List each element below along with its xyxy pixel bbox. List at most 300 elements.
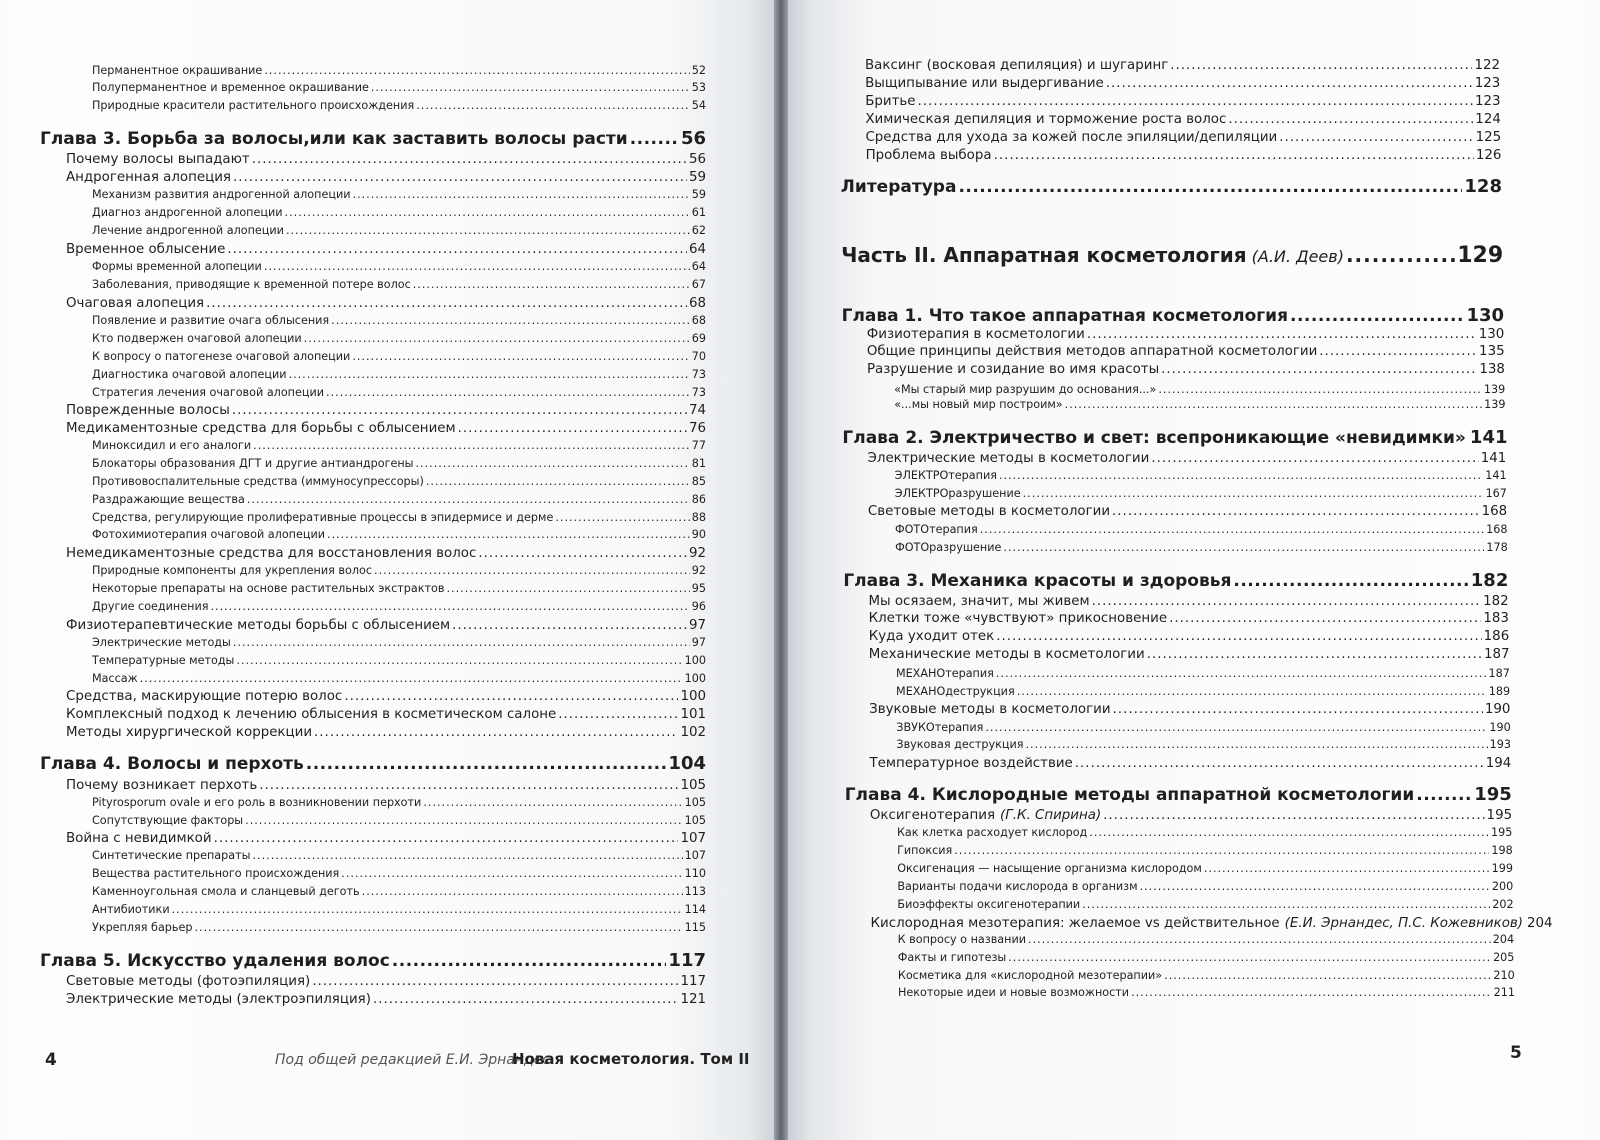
toc-entry — [898, 986, 1515, 999]
toc-page-number: 92 — [691, 564, 706, 577]
toc-entry-title: Раздражающие вещества — [92, 493, 245, 506]
toc-page-number: 115 — [684, 921, 706, 934]
toc-entry-title: Временное облысение — [66, 242, 226, 257]
toc-entry — [66, 546, 706, 561]
toc-entry-title: Фотохимиотерапия очаговой алопеции — [92, 528, 326, 541]
toc-page-number: 86 — [691, 493, 706, 506]
toc-leader-dots — [985, 721, 1487, 734]
toc-entry-title: Формы временной алопеции — [92, 260, 262, 273]
toc-page-number: 195 — [1474, 784, 1512, 805]
toc-entry — [897, 898, 1513, 911]
toc-entry — [92, 867, 706, 880]
toc-entry-title: Лечение андрогенной алопеции — [92, 224, 284, 237]
toc-leader-dots — [206, 296, 687, 311]
toc-leader-dots — [327, 528, 690, 541]
toc-entry — [868, 504, 1507, 519]
left-page-number: 4 — [45, 1050, 57, 1070]
toc-leader-dots — [374, 564, 690, 577]
toc-entry-title: Электрические методы — [92, 636, 231, 649]
toc-entry-title: Оксигенация — насыщение организма кислородом — [897, 862, 1202, 875]
toc-leader-dots — [1008, 951, 1491, 964]
toc-entry-title: ЭЛЕКТРОразрушение — [894, 487, 1021, 500]
toc-leader-dots — [1147, 647, 1482, 662]
toc-entry-title: Почему волосы выпадают — [66, 152, 250, 167]
toc-entry — [66, 170, 706, 185]
toc-entry-title: Глава 1. Что такое аппаратная косметология — [841, 306, 1288, 326]
toc-page-number: 190 — [1489, 721, 1511, 734]
toc-page-number: 122 — [1474, 58, 1500, 73]
toc-entry — [868, 594, 1508, 609]
toc-entry — [92, 493, 706, 506]
toc-page-number: 167 — [1485, 487, 1507, 500]
toc-leader-dots — [416, 99, 690, 112]
toc-leader-dots — [252, 849, 682, 862]
toc-page-number: 100 — [680, 689, 706, 704]
toc-page-number: 67 — [691, 278, 706, 291]
toc-entry — [92, 81, 706, 94]
toc-leader-dots — [306, 754, 667, 774]
toc-entry-title: Звуковые методы в косметологии — [869, 702, 1111, 717]
toc-leader-dots — [446, 582, 689, 595]
toc-leader-dots — [232, 403, 687, 418]
toc-page-number: 105 — [684, 796, 706, 809]
toc-entry-title: Световые методы в косметологии — [867, 504, 1111, 519]
toc-entry-title: Факты и гипотезы — [897, 951, 1007, 964]
toc-leader-dots — [259, 778, 678, 793]
toc-entry-title: Блокаторы образования ДГТ и другие антиандрогены — [92, 457, 414, 470]
toc-entry-title: Кто подвержен очаговой алопеции — [92, 332, 302, 345]
toc-entry-title: Перманентное окрашивание — [92, 64, 263, 77]
toc-entry-title: Каменноугольная смола и сланцевый деготь — [92, 885, 360, 898]
book-gutter — [774, 0, 788, 1140]
toc-entry-title: Электрические методы (электроэпиляция) — [66, 992, 371, 1007]
toc-page-number: 128 — [1464, 176, 1502, 197]
toc-leader-dots — [314, 725, 678, 740]
toc-page-number: 114 — [684, 903, 706, 916]
toc-entry — [865, 94, 1500, 109]
toc-page-number: 68 — [691, 314, 706, 327]
toc-entry — [866, 148, 1502, 163]
toc-leader-dots — [423, 796, 682, 809]
toc-entry — [66, 778, 706, 793]
toc-entry — [92, 475, 706, 488]
toc-entry-title: Pityrosporum ovale и его роль в возникновении перхоти — [92, 796, 422, 809]
toc-entry — [66, 403, 706, 418]
toc-page-number: 182 — [1483, 594, 1509, 609]
toc-entry-title: Биоэффекты оксигенотерапии — [897, 898, 1081, 911]
toc-entry — [92, 528, 706, 541]
toc-page-number: 130 — [1478, 327, 1505, 342]
footer-book-title: Новая косметология. Том II — [512, 1050, 750, 1068]
toc-entry — [870, 916, 1553, 931]
toc-page-number: 126 — [1475, 148, 1502, 163]
toc-entry — [92, 885, 706, 898]
toc-entry — [865, 130, 1501, 145]
toc-entry-title: Природные компоненты для укрепления волос — [92, 564, 373, 577]
toc-entry — [92, 332, 706, 345]
toc-leader-dots — [289, 368, 690, 381]
toc-entry-title: Противовоспалительные средства (иммуносупрессоры) — [92, 475, 424, 488]
toc-leader-dots — [362, 885, 683, 898]
toc-entry-title: Глава 4. Волосы и перхоть — [40, 754, 304, 774]
toc-entry — [92, 903, 706, 916]
toc-page-number: 88 — [691, 511, 706, 524]
toc-leader-dots — [478, 546, 687, 561]
toc-page-number: 113 — [684, 885, 706, 898]
toc-entry-title: Диагноз андрогенной алопеции — [92, 206, 283, 219]
toc-chapter-entry — [40, 950, 706, 971]
toc-leader-dots — [371, 81, 690, 94]
toc-page-number: 123 — [1475, 94, 1501, 109]
toc-entry — [92, 224, 706, 237]
toc-entry — [66, 707, 706, 722]
toc-page-number: 107 — [684, 849, 706, 862]
toc-page-number: 64 — [691, 260, 706, 273]
toc-page-number: 117 — [680, 974, 706, 989]
toc-leader-dots — [1065, 398, 1482, 411]
toc-entry-title: Температурное воздействие — [869, 756, 1073, 771]
toc-entry-title: Средства для ухода за кожей после эпиляции/депиляции — [865, 130, 1278, 145]
toc-entry — [66, 618, 706, 633]
toc-page-number: 96 — [691, 600, 706, 613]
toc-page-number: 202 — [1492, 898, 1514, 911]
toc-entry-title: Немедикаментозные средства для восстановления волос — [66, 546, 477, 561]
toc-entry — [66, 725, 706, 740]
toc-page-number: 59 — [688, 170, 706, 185]
toc-entry-title: Мы осязаем, значит, мы живем — [868, 594, 1090, 609]
toc-page-number: 70 — [691, 350, 706, 363]
toc-leader-dots — [452, 618, 687, 633]
toc-entry-author: (Г.К. Спирина) — [1000, 808, 1102, 823]
toc-leader-dots — [236, 654, 682, 667]
toc-entry — [865, 112, 1501, 127]
footer-editor: Под общей редакцией Е.И. Эрнандес — [275, 1052, 550, 1068]
toc-leader-dots — [1204, 862, 1490, 875]
toc-leader-dots — [1112, 504, 1480, 519]
toc-entry-title: Другие соединения — [92, 600, 209, 613]
toc-leader-dots — [1075, 756, 1484, 771]
toc-entry-title: Природные красители растительного происхождения — [92, 99, 415, 112]
toc-entry-title: Средства, регулирующие пролиферативные процессы в эпидермисе и дерме — [92, 511, 554, 524]
toc-entry-title: К вопросу о патогенезе очаговой алопеции — [92, 350, 351, 363]
toc-page-number: 204 — [1492, 933, 1515, 946]
toc-entry-title: Стратегия лечения очаговой алопеции — [92, 386, 325, 399]
toc-page-number: 124 — [1475, 112, 1501, 127]
toc-entry — [896, 738, 1511, 751]
toc-entry-title: Варианты подачи кислорода в организм — [897, 880, 1138, 893]
toc-entry — [895, 523, 1508, 536]
toc-leader-dots — [994, 148, 1474, 163]
toc-leader-dots — [1158, 383, 1482, 396]
toc-entry-title: Некоторые препараты на основе растительных экстрактов — [92, 582, 445, 595]
toc-entry-title: МЕХАНОдеструкция — [896, 685, 1015, 698]
toc-leader-dots — [1140, 880, 1490, 893]
toc-entry-title: Война с невидимкой — [66, 831, 212, 846]
toc-entry — [66, 421, 706, 436]
toc-entry — [92, 636, 706, 649]
toc-entry-title: К вопросу о названии — [897, 933, 1027, 946]
toc-entry-title: Антибиотики — [92, 903, 170, 916]
toc-entry — [895, 469, 1507, 482]
toc-entry-title: МЕХАНОтерапия — [895, 667, 994, 680]
toc-entry-title: Часть II. Аппаратная косметология — [841, 243, 1247, 267]
toc-page-number: 69 — [691, 332, 706, 345]
toc-leader-dots — [1151, 451, 1478, 466]
toc-page-number: 211 — [1493, 986, 1515, 999]
toc-entry — [897, 826, 1512, 839]
toc-leader-dots — [1416, 785, 1472, 805]
toc-entry-title: Куда уходит отек — [868, 629, 995, 644]
toc-entry-title: Диагностика очаговой алопеции — [92, 368, 287, 381]
toc-entry-title: Проблема выбора — [865, 148, 992, 163]
toc-entry — [896, 721, 1510, 734]
toc-entry-title: Глава 3. Механика красоты и здоровья — [843, 571, 1232, 591]
toc-page-number: 64 — [688, 242, 706, 257]
toc-leader-dots — [210, 600, 689, 613]
toc-entry-title: ЗВУКОтерапия — [896, 721, 984, 734]
toc-entry — [92, 260, 706, 273]
toc-page-number: 135 — [1479, 344, 1505, 359]
toc-entry-title: Световые методы (фотоэпиляция) — [66, 974, 311, 989]
toc-page-number: 183 — [1483, 611, 1509, 626]
toc-page-number: 187 — [1488, 667, 1510, 680]
toc-leader-dots — [233, 170, 687, 185]
toc-entry — [870, 808, 1512, 823]
toc-leader-dots — [233, 636, 690, 649]
toc-entry — [92, 188, 706, 201]
toc-page-number: 123 — [1474, 76, 1501, 91]
toc-chapter-entry — [841, 243, 1503, 268]
right-page-number: 5 — [1510, 1043, 1522, 1063]
toc-page-number: 77 — [691, 439, 706, 452]
toc-entry-author: (Е.И. Эрнандес, П.С. Кожевников) — [1284, 916, 1524, 931]
toc-entry-title: Некоторые идеи и новые возможности — [898, 986, 1130, 999]
toc-page-number: 56 — [680, 128, 706, 149]
toc-leader-dots — [630, 129, 679, 149]
toc-entry-title: Полуперманентное и временное окрашивание — [92, 81, 369, 94]
toc-entry-title: «...мы новый мир построим» — [894, 398, 1063, 411]
toc-leader-dots — [253, 439, 690, 452]
toc-entry-title: Общие принципы действия методов аппаратной косметологии — [866, 344, 1318, 359]
toc-entry-title: Как клетка расходует кислород — [896, 826, 1088, 839]
toc-entry — [898, 951, 1515, 964]
toc-leader-dots — [304, 332, 690, 345]
toc-page-number: 97 — [691, 636, 706, 649]
toc-entry — [898, 933, 1514, 946]
toc-leader-dots — [558, 707, 678, 722]
toc-page-number: 61 — [691, 206, 706, 219]
toc-page-number: 141 — [1469, 427, 1508, 448]
toc-leader-dots — [341, 867, 682, 880]
toc-entry-title: Звуковая деструкция — [896, 738, 1024, 751]
toc-entry-title: Методы хирургической коррекции — [66, 725, 313, 740]
toc-page-number: 187 — [1483, 647, 1510, 662]
toc-chapter-entry — [845, 784, 1512, 805]
toc-entry-title: ФОТОразрушение — [895, 541, 1002, 554]
toc-entry — [869, 611, 1509, 626]
toc-chapter-entry — [843, 570, 1508, 591]
toc-page-number: 59 — [691, 188, 706, 201]
toc-page-number: 194 — [1485, 756, 1512, 771]
toc-entry — [867, 344, 1505, 359]
toc-entry — [92, 350, 706, 363]
toc-entry-title: Массаж — [92, 672, 138, 685]
toc-leader-dots — [1164, 969, 1491, 982]
toc-page-number: 54 — [691, 99, 706, 112]
toc-leader-dots — [172, 903, 683, 916]
toc-leader-dots — [214, 831, 679, 846]
toc-leader-dots — [1092, 594, 1482, 609]
toc-page-number: 62 — [691, 224, 706, 237]
toc-leader-dots — [980, 523, 1484, 536]
toc-page-number: 138 — [1479, 362, 1505, 377]
toc-entry — [92, 600, 706, 613]
toc-entry — [894, 398, 1505, 411]
toc-chapter-entry — [842, 305, 1504, 326]
toc-entry — [869, 647, 1510, 662]
toc-entry-title: Физиотерапия в косметологии — [866, 327, 1085, 342]
toc-leader-dots — [1026, 738, 1488, 751]
toc-leader-dots — [194, 921, 682, 934]
toc-entry-title: Глава 2. Электричество и свет: всепроникающие «невидимки» — [842, 428, 1466, 448]
toc-leader-dots — [344, 689, 678, 704]
toc-entry — [92, 64, 706, 77]
toc-page-number: 56 — [688, 152, 706, 167]
toc-page-number: 205 — [1493, 951, 1515, 964]
toc-entry — [897, 844, 1513, 857]
toc-entry-title: Химическая депиляция и торможение роста волос — [865, 112, 1227, 127]
toc-entry-title: Миноксидил и его аналоги — [92, 439, 252, 452]
toc-entry — [66, 831, 706, 846]
toc-page-number: 105 — [680, 778, 706, 793]
toc-entry — [895, 487, 1507, 500]
toc-entry — [92, 278, 706, 291]
toc-entry — [92, 457, 706, 470]
toc-page-number: 95 — [691, 582, 706, 595]
toc-entry-title: Появление и развитие очага облысения — [92, 314, 330, 327]
toc-entry-title: Комплексный подход к лечению облысения в косметическом салоне — [66, 707, 557, 722]
toc-entry-title: Глава 3. Борьба за волосы,или как заставить волосы расти — [40, 129, 628, 149]
toc-page-number: 90 — [691, 528, 706, 541]
toc-entry — [897, 862, 1513, 875]
toc-entry — [865, 58, 1500, 73]
toc-entry-title: Медикаментозные средства для борьбы с облысением — [66, 421, 456, 436]
toc-entry — [92, 368, 706, 381]
toc-entry-title: Вещества растительного происхождения — [92, 867, 340, 880]
toc-page-number: 85 — [691, 475, 706, 488]
toc-leader-dots — [1233, 571, 1468, 591]
toc-entry-title: Клетки тоже «чувствуют» прикосновение — [868, 611, 1168, 626]
toc-entry — [66, 689, 706, 704]
toc-leader-dots — [1028, 933, 1491, 946]
toc-entry-title: Физиотерапевтические методы борьбы с облысением — [66, 618, 451, 633]
toc-page-number: 189 — [1488, 685, 1511, 698]
toc-leader-dots — [1279, 130, 1473, 145]
toc-entry — [66, 242, 706, 257]
toc-entry-title: ЭЛЕКТРОтерапия — [894, 469, 997, 482]
toc-entry-title: Выщипывание или выдергивание — [865, 76, 1104, 91]
toc-entry-title: Гипоксия — [897, 844, 953, 857]
toc-page-number: 139 — [1484, 398, 1506, 411]
toc-leader-dots — [373, 992, 679, 1007]
toc-entry — [896, 685, 1510, 698]
toc-entry — [66, 992, 706, 1007]
toc-page-number: 100 — [684, 672, 706, 685]
toc-page-number: 76 — [688, 421, 706, 436]
toc-entry — [867, 362, 1505, 377]
toc-entry — [868, 451, 1507, 466]
toc-page-number: 129 — [1457, 243, 1504, 268]
toc-entry-title: Укрепляя барьер — [92, 921, 193, 934]
toc-entry-title: Кислородная мезотерапия: желаемое vs действительное — [870, 916, 1280, 931]
toc-page-number: 68 — [688, 296, 706, 311]
toc-page-number: 110 — [684, 867, 706, 880]
toc-entry-title: Андрогенная алопеция — [66, 170, 231, 185]
toc-leader-dots — [555, 511, 689, 524]
toc-entry — [897, 880, 1513, 893]
toc-entry-title: Оксигенотерапия — [869, 808, 996, 823]
toc-entry-title: Средства, маскирующие потерю волос — [66, 689, 343, 704]
toc-chapter-entry — [841, 176, 1502, 197]
toc-leader-dots — [247, 493, 690, 506]
toc-entry-title: Почему возникает перхоть — [66, 778, 258, 793]
toc-page-number: 74 — [688, 403, 706, 418]
toc-leader-dots — [426, 475, 690, 488]
toc-entry-title: Сопутствующие факторы — [92, 814, 244, 827]
toc-entry — [92, 921, 706, 934]
toc-entry — [92, 849, 706, 862]
toc-entry — [92, 99, 706, 112]
toc-leader-dots — [252, 152, 687, 167]
toc-leader-dots — [1017, 685, 1487, 698]
toc-page-number: 100 — [684, 654, 706, 667]
toc-page-number: 125 — [1475, 130, 1502, 145]
toc-page-number: 139 — [1483, 383, 1506, 396]
toc-page-number: 141 — [1480, 451, 1507, 466]
toc-leader-dots — [1228, 112, 1473, 127]
toc-entry-title: ФОТОтерапия — [895, 523, 978, 536]
toc-leader-dots — [140, 672, 683, 685]
toc-entry-title: Электрические методы в косметологии — [867, 451, 1150, 466]
toc-entry-title: «Мы старый мир разрушим до основания...» — [894, 383, 1157, 396]
toc-leader-dots — [1082, 898, 1490, 911]
toc-page-number: 92 — [688, 546, 706, 561]
toc-entry-title: Глава 5. Искусство удаления волос — [40, 951, 390, 971]
toc-page-number: 198 — [1491, 844, 1513, 857]
toc-leader-dots — [996, 629, 1481, 644]
toc-leader-dots — [352, 350, 689, 363]
toc-page-number: 117 — [668, 950, 706, 971]
toc-entry-author: (А.И. Деев) — [1251, 247, 1344, 266]
toc-page-number: 104 — [668, 753, 706, 774]
toc-leader-dots — [413, 278, 690, 291]
toc-leader-dots — [331, 314, 690, 327]
toc-entry — [66, 296, 706, 311]
toc-entry — [92, 582, 706, 595]
toc-page-number: 168 — [1481, 504, 1508, 519]
toc-entry — [92, 314, 706, 327]
toc-leader-dots — [1003, 541, 1484, 554]
toc-entry — [92, 206, 706, 219]
toc-page-number: 97 — [688, 618, 706, 633]
toc-page-number: 53 — [691, 81, 706, 94]
toc-leader-dots — [264, 260, 690, 273]
toc-page-number: 105 — [684, 814, 706, 827]
toc-leader-dots — [1346, 243, 1455, 267]
toc-page-number: 81 — [691, 457, 706, 470]
toc-entry — [92, 814, 706, 827]
toc-entry — [898, 969, 1515, 982]
